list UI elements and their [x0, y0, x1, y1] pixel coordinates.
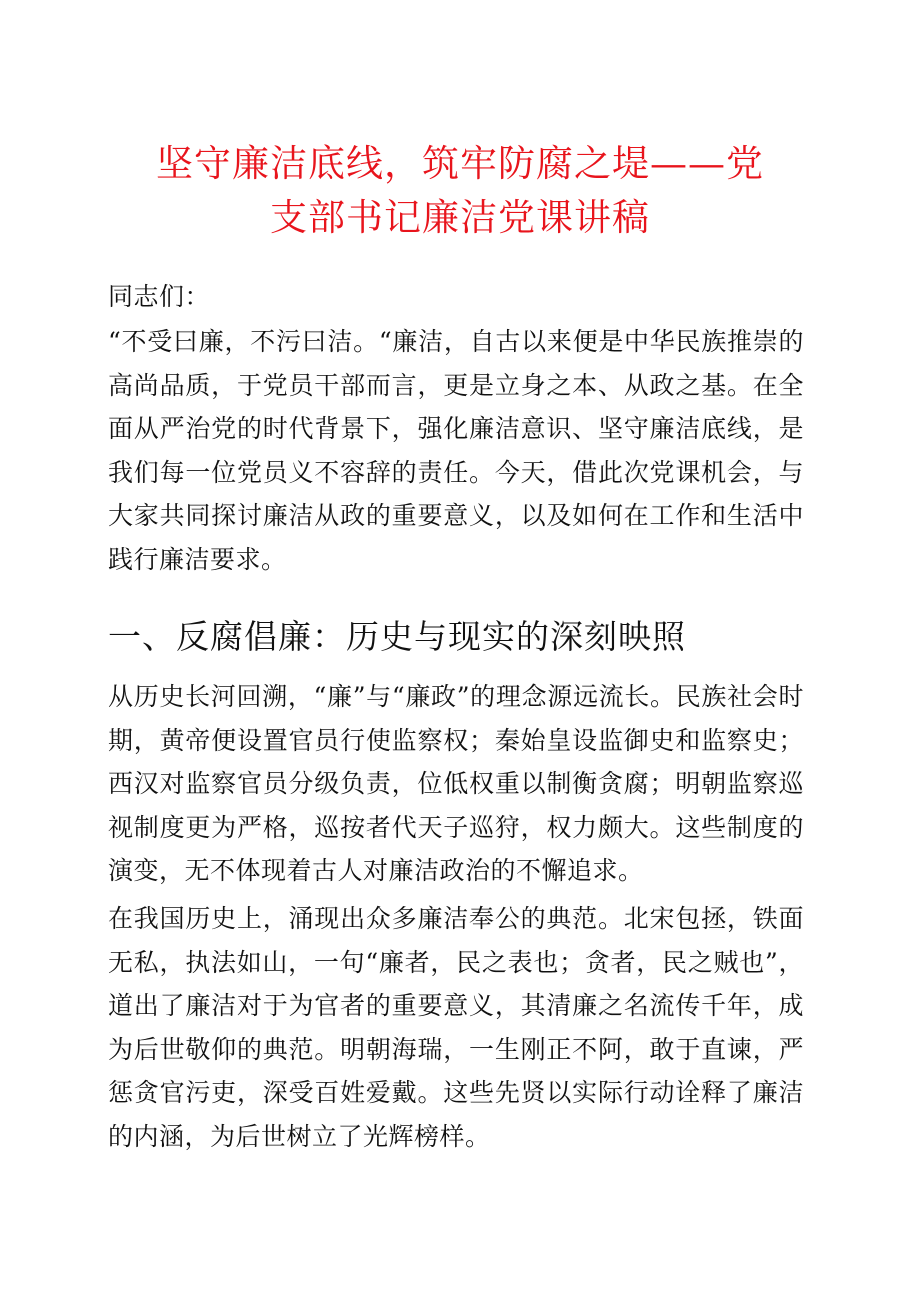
section-heading-1: 一、反腐倡廉：历史与现实的深刻映照	[108, 617, 686, 656]
title-line-1: 坚守廉洁底线，筑牢防腐之堤——党	[156, 142, 764, 185]
section-1-paragraph-1: 从历史长河回溯，“廉”与“廉政”的理念源远流长。民族社会时期，黄帝便设置官员行使监察权；秦始皇设监御史和监察史；西汉对监察官员分级负责，位低权重以制衡贪腐；明朝监察巡视制度更为严格，巡按者代天子巡狩，权力颇大。这些制度的演变，无不体现着古人对廉洁政治的不懈追求。	[108, 682, 804, 885]
title-line-2: 支部书记廉洁党课讲稿	[270, 196, 650, 239]
intro-paragraph: “不受曰廉，不污曰洁。“廉洁，自古以来便是中华民族推崇的高尚品质，于党员干部而言，更是立身之本、从政之基。在全面从严治党的时代背景下，强化廉洁意识、坚守廉洁底线，是我们每一位党员义不容辞的责任。今天，借此次党课机会，与大家共同探讨廉洁从政的重要意义，以及如何在工作和生活中践行廉洁要求。	[108, 327, 804, 574]
document-title	[110, 137, 810, 245]
section-1-paragraph-2: 在我国历史上，涌现出众多廉洁奉公的典范。北宋包拯，铁面无私，执法如山，一句“廉者，民之表也；贪者，民之贼也”，道出了廉洁对于为官者的重要意义，其清廉之名流传千年，成为后世敬仰的典范。明朝海瑞，一生刚正不阿，敢于直谏，严惩贪官污吏，深受百姓爱戴。这些先贤以实际行动诠释了廉洁的内涵，为后世树立了光辉榜样。	[108, 904, 804, 1151]
salutation: 同志们：	[108, 282, 211, 311]
